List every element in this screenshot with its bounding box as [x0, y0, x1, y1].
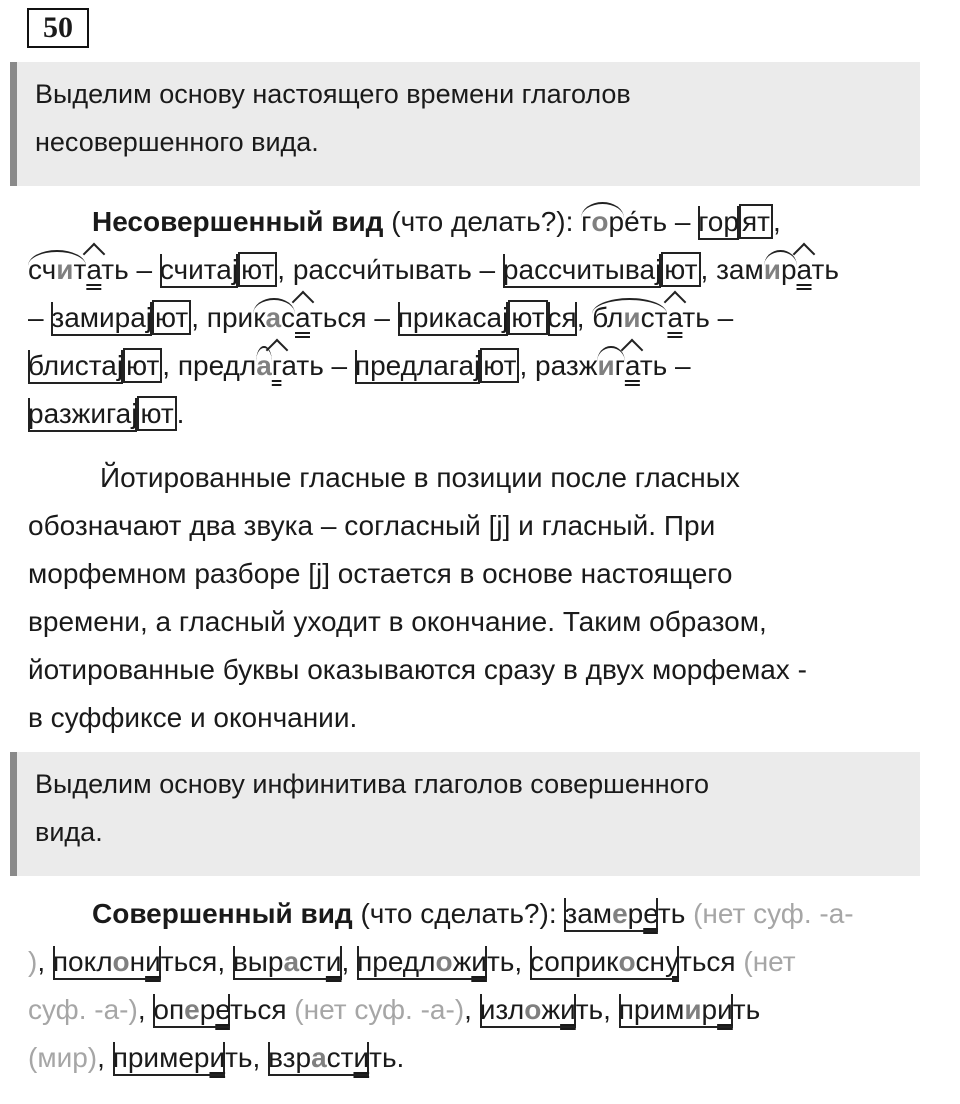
dash: –: [28, 302, 52, 333]
stem-predlozhit: предложи: [357, 946, 487, 980]
stem-soprikosnu: соприкосну: [530, 946, 679, 980]
word-rest: ть: [732, 994, 761, 1025]
comma: ,: [772, 206, 781, 237]
perfective-heading: Совершенный вид: [92, 898, 353, 929]
stem-primerit: примери: [113, 1042, 225, 1076]
note-no-suffix-2: (нет: [743, 946, 796, 977]
ending-schitayut: ют: [238, 252, 277, 287]
root-zhig: иг: [597, 350, 625, 381]
text-zam: , зам: [700, 254, 764, 285]
explanation-line-5: йотированные буквы оказываются сразу в двух морфемах -: [28, 654, 807, 685]
root-blist: блист: [592, 302, 668, 333]
ending-rasschityvayut: ют: [661, 252, 700, 287]
text-prik: , при: [191, 302, 254, 333]
note-close: ): [28, 946, 38, 977]
explanation-line-4: времени, а гласный уходит в окончание. Таким образом,: [28, 606, 767, 637]
ending-goryat: ят: [739, 204, 773, 239]
stem-primirit: примири: [619, 994, 733, 1028]
perfective-question: (что сделать?):: [352, 898, 565, 929]
root-mir: ир: [763, 254, 797, 285]
explanation-line-6: в суффиксе и окончании.: [28, 702, 358, 733]
stem-prikasaj: прикасаj: [398, 302, 509, 336]
word-rest: ть.: [369, 1042, 405, 1073]
ending-zamirayut: ют: [152, 300, 191, 335]
word-rest: ть –: [101, 254, 160, 285]
imperfective-line-5: [28, 390, 184, 438]
word-rest: ть –: [639, 350, 691, 381]
word-gorets-rest: е́ть –: [624, 206, 699, 237]
exercise-number: 50: [27, 8, 89, 48]
perfective-line-2: [28, 938, 796, 986]
comma: ,: [97, 1042, 113, 1073]
text-bl: ,: [576, 302, 593, 333]
word-rest: ть,: [225, 1042, 269, 1073]
note-rest: суф. -а-): [28, 994, 138, 1025]
word-rest: ть,: [575, 994, 619, 1025]
stem-schitaj: считај: [160, 254, 238, 288]
stem-izlozhit: изложи: [480, 994, 576, 1028]
ending-predlagayut: ют: [480, 348, 519, 383]
task-1-line-2: несовершенного вида.: [35, 127, 319, 157]
stem-goryat: гор: [698, 206, 739, 240]
explanation-line-3: морфемном разборе [j] остается в основе настоящего: [28, 558, 733, 589]
note-no-suffix-1: (нет суф. -а-: [693, 898, 854, 929]
imperfective-line-4: [28, 342, 691, 390]
stem-vyrasti: вырасти: [233, 946, 342, 980]
explanation-line-2: обозначают два звука – согласный [j] и гласный. При: [28, 510, 716, 541]
text-razzh: , разж: [519, 350, 598, 381]
word-rest: ться,: [160, 946, 233, 977]
suffix-schita: а: [86, 254, 102, 285]
suffix-zamira: а: [796, 254, 812, 285]
stem-blistaj: блистаj: [28, 350, 123, 384]
word-rest: ть: [657, 898, 694, 929]
stem-zameret: замере: [564, 898, 657, 932]
root-kas: кас: [253, 302, 296, 333]
task-box-2: [10, 752, 920, 876]
stem-vzrastit: взрасти: [268, 1042, 369, 1076]
word-rest: ться –: [309, 302, 398, 333]
imperfective-line-1: [28, 198, 781, 246]
word-rest: ться: [229, 994, 295, 1025]
comma: ,: [464, 994, 480, 1025]
suffix-blista: а: [667, 302, 683, 333]
comma: ,: [37, 946, 53, 977]
comma: ,: [137, 994, 154, 1025]
imperfective-heading: Несовершенный вид: [92, 206, 384, 237]
word-rest: ать –: [281, 350, 355, 381]
perfective-line-1: [28, 890, 854, 938]
text-predl: , предл: [162, 350, 257, 381]
word-gorets: гор: [581, 206, 625, 237]
note-mir: (мир): [28, 1042, 98, 1073]
task-2-line-2: вида.: [35, 817, 103, 847]
word-rest: ть,: [486, 946, 530, 977]
ending-blistayut: ют: [123, 348, 162, 383]
imperfective-line-3: [28, 294, 733, 342]
perfective-line-4: [28, 1034, 404, 1082]
word-rest: ть: [811, 254, 839, 285]
stem-poklonit: поклони: [53, 946, 161, 980]
text-rasschityvat: , рассчи́тывать –: [277, 254, 503, 285]
stem-operet: опере: [153, 994, 230, 1028]
period: .: [176, 398, 185, 429]
stem-razzhigaj: разжигаj: [28, 398, 137, 432]
word-rest: ть –: [682, 302, 734, 333]
ending-prikasayut: ют: [508, 300, 547, 335]
postfix-sya: ся: [548, 302, 577, 336]
imperfective-question: (что делать?):: [383, 206, 582, 237]
root-schit: счит: [28, 254, 87, 285]
task-1-line-1: Выделим основу настоящего времени глаголов: [35, 79, 631, 109]
comma: ,: [341, 946, 358, 977]
explanation-line-1: Йотированные гласные в позиции после гласных: [100, 462, 740, 493]
task-2-line-1: Выделим основу инфинитива глаголов совершенного: [35, 769, 709, 799]
suffix-razzhiga: а: [624, 350, 640, 381]
suffix-prikasa: а: [295, 302, 310, 333]
task-box-1: [10, 62, 920, 186]
root-lag: а: [256, 350, 272, 381]
ending-razzhigayut: ют: [137, 396, 176, 431]
stem-predlagaj: предлагаj: [355, 350, 480, 384]
stem-zamiraj: замираj: [51, 302, 152, 336]
stem-rasschityvaj: рассчитываj: [503, 254, 661, 288]
perfective-line-3: [28, 986, 760, 1034]
imperfective-line-2: [28, 246, 839, 294]
suffix-predlaga: г: [271, 350, 282, 381]
note-no-suffix-3: (нет суф. -а-): [294, 994, 465, 1025]
word-rest: ться: [679, 946, 744, 977]
